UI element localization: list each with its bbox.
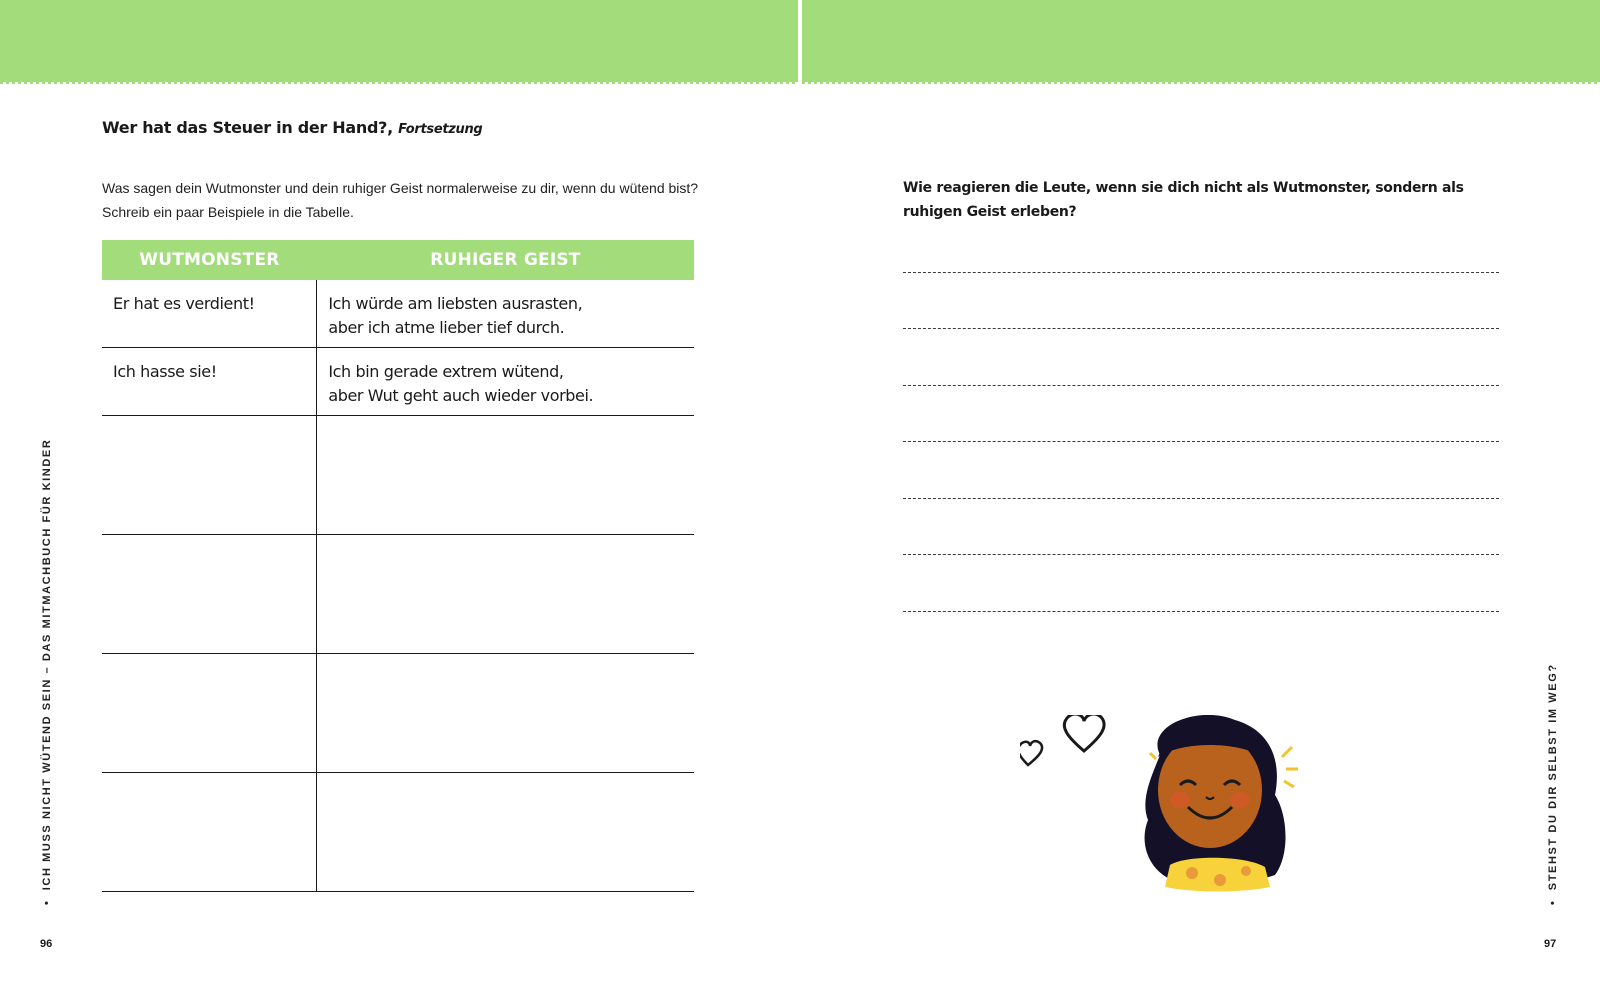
writing-line[interactable] xyxy=(903,441,1499,442)
side-caption-text: STEHST DU DIR SELBST IM WEG? xyxy=(1547,663,1559,891)
question-text: Wie reagieren die Leute, wenn sie dich nicht als Wutmonster, sondern als ruhigen Geist erleben? xyxy=(903,180,1464,220)
writing-cell[interactable] xyxy=(317,416,694,535)
column-header-ruhiger-geist: RUHIGER GEIST xyxy=(317,240,694,280)
heart-icon xyxy=(1064,715,1104,751)
writing-cell[interactable] xyxy=(317,535,694,654)
writing-line[interactable] xyxy=(903,328,1499,329)
page-number-left: 96 xyxy=(40,938,53,950)
side-caption-right xyxy=(1547,663,1559,905)
table-header-row xyxy=(102,240,694,280)
writing-cell[interactable] xyxy=(102,654,317,773)
writing-cell[interactable] xyxy=(102,773,317,892)
bullet-dot: • xyxy=(1547,890,1559,905)
table-cell: Ich hasse sie! xyxy=(102,348,317,416)
anger-table xyxy=(102,240,694,892)
header-band-left xyxy=(0,0,798,82)
table-row-empty[interactable] xyxy=(102,654,694,773)
intro-text: Was sagen dein Wutmonster und dein ruhiger Geist normalerweise zu dir, wenn du wütend bist? Schreib ein paar Beispiele in die Tabelle. xyxy=(102,180,699,220)
heart-icon xyxy=(1020,741,1042,765)
cell-line: aber ich atme lieber tief durch. xyxy=(328,318,565,337)
cell-line: Ich bin gerade extrem wütend, xyxy=(328,362,564,381)
writing-line[interactable] xyxy=(903,385,1499,386)
writing-cell[interactable] xyxy=(317,773,694,892)
table-row-empty[interactable] xyxy=(102,535,694,654)
writing-cell[interactable] xyxy=(102,416,317,535)
writing-line[interactable] xyxy=(903,554,1499,555)
table-row xyxy=(102,280,694,348)
page-title xyxy=(102,118,482,137)
writing-cell[interactable] xyxy=(317,654,694,773)
writing-cell[interactable] xyxy=(102,535,317,654)
table-cell xyxy=(317,348,694,416)
writing-line[interactable] xyxy=(903,498,1499,499)
bullet-dot: • xyxy=(41,890,53,905)
header-band-right xyxy=(802,0,1600,82)
table-row-empty[interactable] xyxy=(102,416,694,535)
cell-line: Ich würde am liebsten ausrasten, xyxy=(328,294,583,313)
table-row xyxy=(102,348,694,416)
table-row-empty[interactable] xyxy=(102,773,694,892)
writing-line[interactable] xyxy=(903,272,1499,273)
page-number-right: 97 xyxy=(1544,938,1557,950)
column-header-wutmonster: WUTMONSTER xyxy=(102,240,317,280)
page-title-main: Wer hat das Steuer in der Hand?, xyxy=(102,118,393,137)
side-caption-left xyxy=(41,439,53,905)
cell-line: aber Wut geht auch wieder vorbei. xyxy=(328,386,594,405)
side-caption-text: ICH MUSS NICHT WÜTEND SEIN – DAS MITMACHBUCH FÜR KINDER xyxy=(41,438,53,891)
writing-line[interactable] xyxy=(903,611,1499,612)
smiling-girl-illustration xyxy=(1020,715,1340,915)
page-title-suffix: Fortsetzung xyxy=(398,122,483,137)
table-cell: Er hat es verdient! xyxy=(102,280,317,348)
table-cell xyxy=(317,280,694,348)
